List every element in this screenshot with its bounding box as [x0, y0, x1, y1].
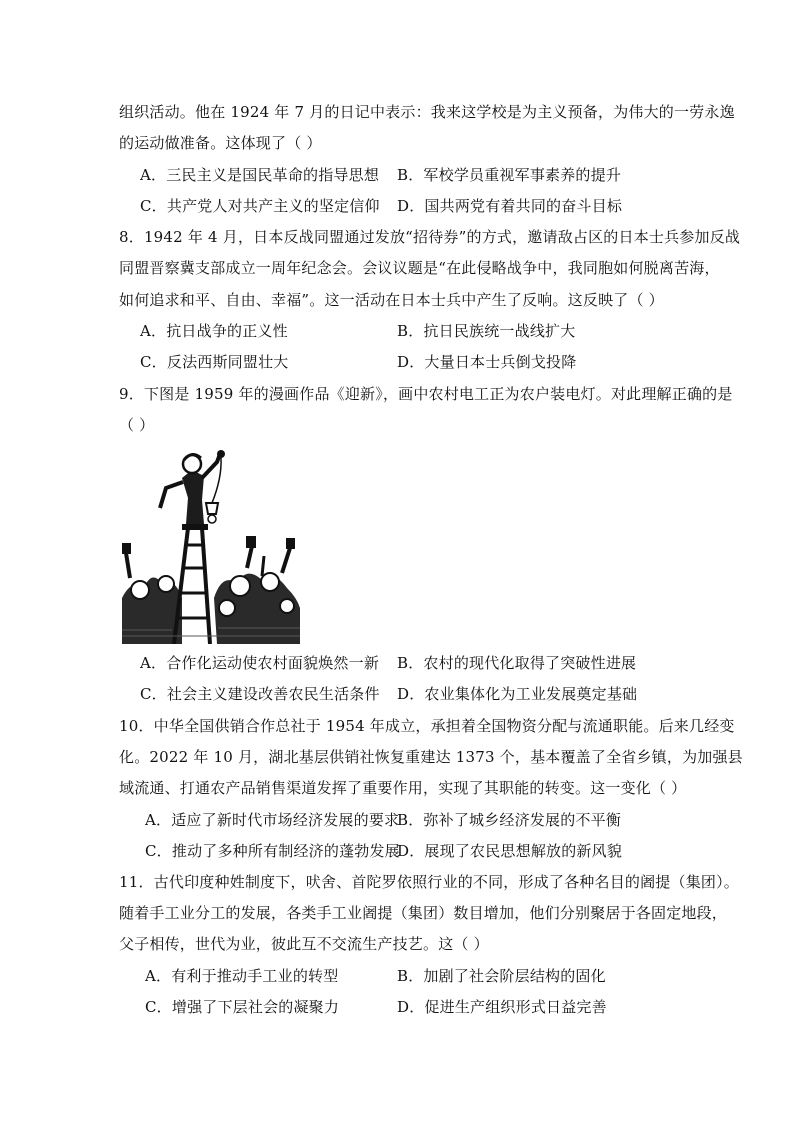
q11-option-a[interactable]: A．有利于推动手工业的转型: [145, 967, 339, 985]
q9-line-2: （ ）: [119, 416, 155, 434]
q10-option-c[interactable]: C．推动了多种所有制经济的蓬勃发展: [145, 842, 400, 860]
q11-option-d[interactable]: D．促进生产组织形式日益完善: [397, 998, 607, 1016]
q11-option-c[interactable]: C．增强了下层社会的凝聚力: [145, 998, 340, 1016]
q10-option-b[interactable]: B．弥补了城乡经济发展的不平衡: [397, 811, 622, 829]
q8-option-b[interactable]: B．抗日民族统一战线扩大: [397, 322, 576, 340]
q8-line-3: 如何追求和平、自由、幸福”。这一活动在日本士兵中产生了反响。这反映了（ ）: [119, 291, 664, 309]
q8-option-a[interactable]: A．抗日战争的正义性: [140, 322, 288, 340]
q9-option-c[interactable]: C．社会主义建设改善农民生活条件: [140, 685, 380, 703]
q7-line-1: 组织活动。他在 1924 年 7 月的日记中表示：我来这学校是为主义预备，为伟大的一劳永逸: [119, 103, 735, 121]
q8-line-2: 同盟晋察冀支部成立一周年纪念会。会议议题是“在此侵略战争中，我同胞如何脱离苦海，: [119, 259, 720, 277]
q7-option-b[interactable]: B．军校学员重视军事素养的提升: [397, 166, 622, 184]
q11-option-b[interactable]: B．加剧了社会阶层结构的固化: [397, 967, 606, 985]
q10-line-3: 域流通、打通农产品销售渠道发挥了重要作用，实现了其职能的转变。这一变化（ ）: [119, 779, 687, 797]
q9-option-a[interactable]: A．合作化运动使农村面貌焕然一新: [140, 654, 380, 672]
q11-line-2: 随着手工业分工的发展，各类手工业阇提（集团）数目增加，他们分别聚居于各固定地段，: [119, 904, 728, 922]
q7-line-2: 的运动做准备。这体现了（ ）: [119, 134, 322, 152]
q9-line-1: 9．下图是 1959 年的漫画作品《迎新》，画中农村电工正为农户装电灯。对此理解正确的是: [119, 385, 733, 403]
q8-line-1: 8．1942 年 4 月，日本反战同盟通过发放“招待券”的方式，邀请敌占区的日本士兵参加反战: [119, 228, 741, 246]
q10-line-1: 10．中华全国供销合作总社于 1954 年成立，承担着全国物资分配与流通职能。后来几经变: [119, 717, 735, 735]
cartoon-illustration: [122, 448, 300, 644]
q10-line-2: 化。2022 年 10 月，湖北基层供销社恢复重建达 1373 个，基本覆盖了全省乡镇，为加强县: [119, 748, 743, 766]
q10-option-d[interactable]: D．展现了农民思想解放的新风貌: [397, 842, 623, 860]
q11-line-3: 父子相传，世代为业，彼此互不交流生产技艺。这（ ）: [119, 935, 489, 953]
q8-option-c[interactable]: C．反法西斯同盟壮大: [140, 353, 289, 371]
q10-option-a[interactable]: A．适应了新时代市场经济发展的要求: [145, 811, 400, 829]
q9-option-b[interactable]: B．农村的现代化取得了突破性进展: [397, 654, 637, 672]
q9-option-d[interactable]: D．农业集体化为工业发展奠定基础: [397, 685, 638, 703]
q11-line-1: 11．古代印度种姓制度下，吠舍、首陀罗依照行业的不同，形成了各种名目的阇提（集团）。: [119, 873, 739, 891]
q7-option-d[interactable]: D．国共两党有着共同的奋斗目标: [397, 197, 623, 215]
q7-option-a[interactable]: A．三民主义是国民革命的指导思想: [140, 166, 380, 184]
q7-option-c[interactable]: C．共产党人对共产主义的坚定信仰: [140, 197, 380, 215]
q8-option-d[interactable]: D．大量日本士兵倒戈投降: [397, 353, 577, 371]
